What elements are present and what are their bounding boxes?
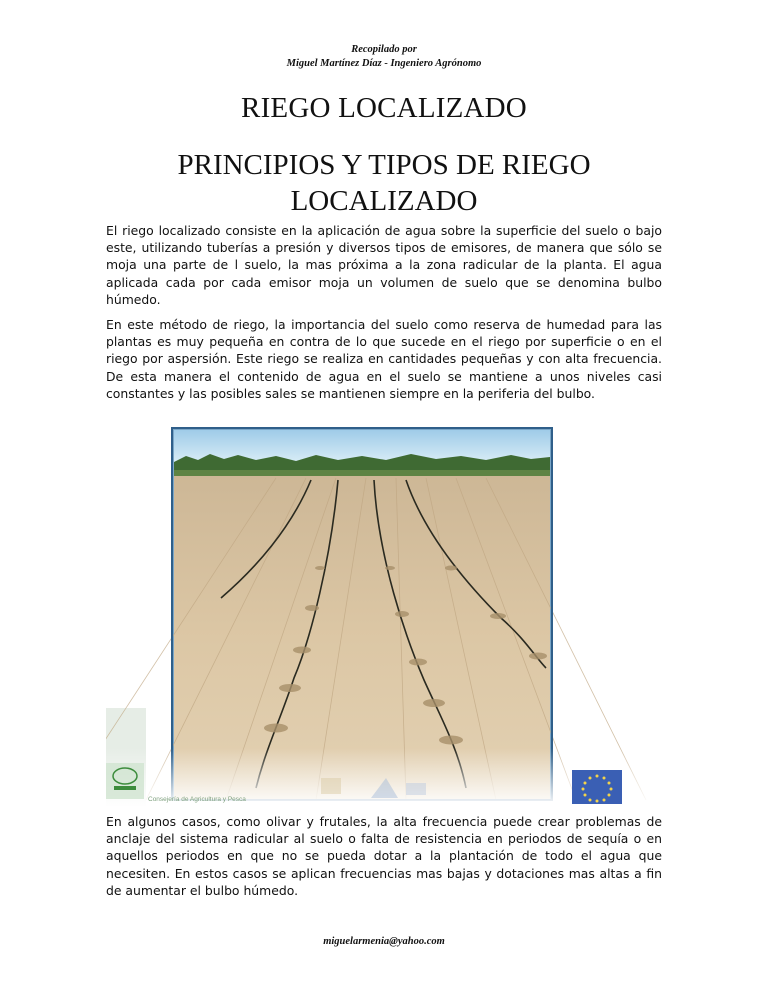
subtitle-line-2: LOCALIZADO: [290, 185, 478, 217]
paragraph-method: En este método de riego, la importancia del suelo como reserva de humedad para las plantas es muy pequeña en contra de lo que sucede en el riego por superficie o en el riego por aspersión. Este riego se realiza en cantidades pequeñas y con alta frecuencia. De esta manera el contenido de agua en el suelo se mantiene a unos niveles casi constantes y las posibles sales se mantienen siempre en la periferia del bulbo.: [106, 317, 662, 401]
page-subtitle: [100, 147, 668, 219]
paragraph-olive-fruit: En algunos casos, como olivar y frutales, la alta frecuencia puede crear problemas de anclaje del sistema radicular al suelo o falta de resistencia en periodos de sequía o en aquellos periodos en que no se pueda dotar a la plantación de todo el agua que necesiten. En estos casos se aplican frecuencias mas bajas y dotaciones mas altas a fin de aumentar el bulbo húmedo.: [106, 814, 662, 898]
eu-flag-icon: [572, 770, 622, 804]
andalucia-logo: [106, 763, 144, 799]
page-title: RIEGO LOCALIZADO: [241, 92, 527, 124]
credit-line-2: Miguel Martínez Díaz - Ingeniero Agrónomo: [286, 58, 482, 69]
footer-email: miguelarmenia@yahoo.com: [323, 936, 445, 947]
credit-line-1: Recopilado por: [351, 44, 417, 55]
paragraph-intro: El riego localizado consiste en la aplicación de agua sobre la superficie del suelo o bajo este, utilizando tuberías a presión y diversos tipos de emisores, de manera que sólo se moja una parte de l suelo, la mas próxima a la zona radicular de la planta. El agua aplicada cada por cada emisor moja un volumen de suelo que se denomina bulbo húmedo.: [106, 223, 662, 307]
drip-irrigation-field-photo: [106, 418, 662, 807]
subtitle-line-1: PRINCIPIOS Y TIPOS DE RIEGO: [177, 149, 591, 181]
logo-caption: Consejería de Agricultura y Pesca: [148, 796, 246, 803]
field-photo-figure: [106, 418, 662, 807]
